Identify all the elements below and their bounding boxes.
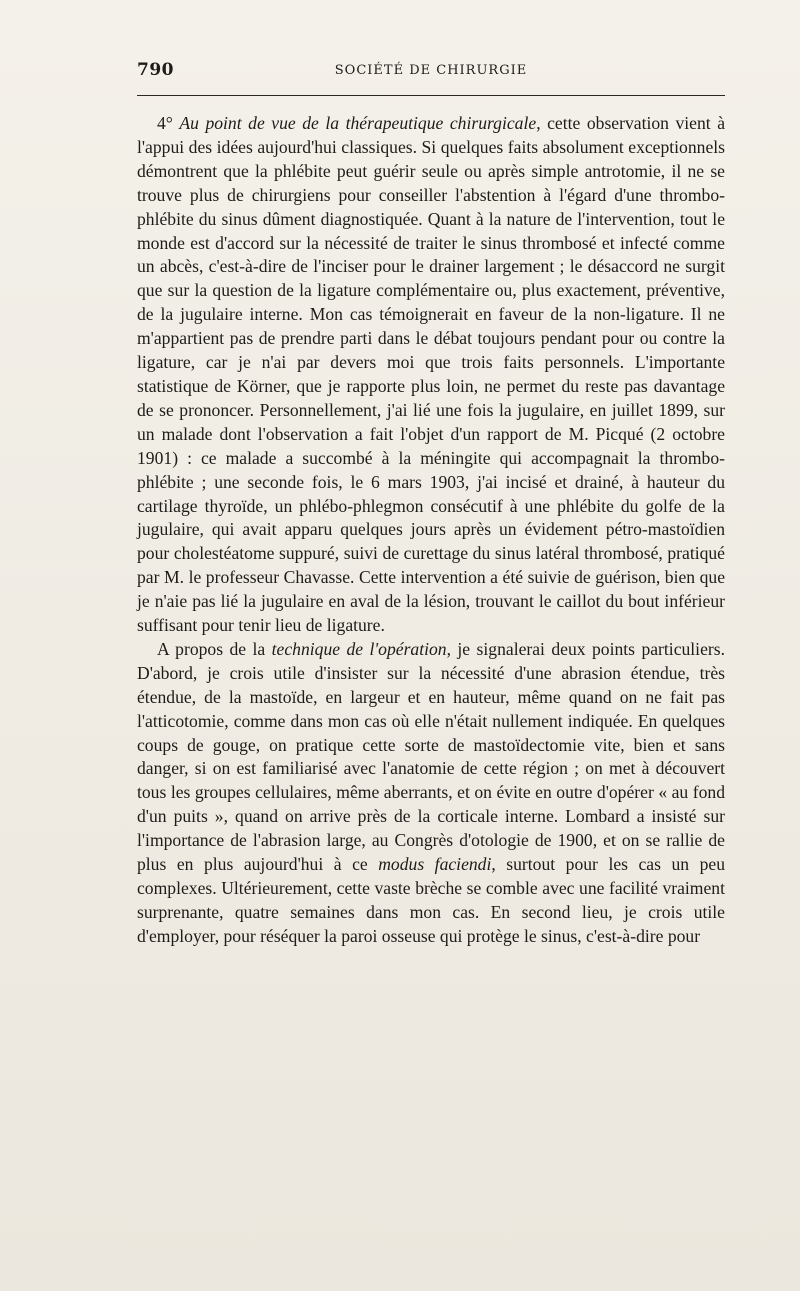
body-text (137, 112, 725, 949)
paragraph-2-italic-latin: modus faciendi (378, 854, 492, 875)
paragraph-1-lead: 4° (157, 113, 180, 133)
paragraph-therapeutique (137, 112, 725, 638)
paragraph-1-text: , cette observation vient à l'appui des idées aujourd'hui classiques. Si quelques faits absolument exceptionnels démontrent que la phlébite peut guérir seule ou après simple antrotomie, il ne se trouve plus de chirurgiens pour conseiller l'abstention à l'égard d'une thrombo-phlébite du sinus dûment diagnostiquée. Quant à la nature de l'intervention, tout le monde est d'accord sur la nécessité de traiter le sinus thrombosé et infecté comme un abcès, c'est-à-dire de l'inciser pour le drainer largement ; le désaccord ne surgit que sur la question de la ligature complémentaire ou, plus exactement, préventive, de la jugulaire interne. Mon cas témoignerait en faveur de la non-ligature. Il ne m'appartient pas de prendre parti dans le débat toujours pendant pour ou contre la ligature, car je n'ai par devers moi que trois faits personnels. L'importante statistique de Körner, que je rapporte plus loin, ne permet du reste pas davantage de se prononcer. Personnellement, j'ai lié une fois la jugulaire, en juillet 1899, sur un malade dont l'observation a fait l'objet d'un rapport de M. Picqué (2 octobre 1901) : ce malade a succombé à la méningite qui accompagnait la thrombo-phlébite ; une seconde fois, le 6 mars 1903, j'ai incisé et drainé, à hauteur du cartilage thyroïde, un phlébo-phlegmon consécutif à une phlébite du golfe de la jugulaire, qui avait apparu quelques jours après un évidement pétro-mastoïdien pour cholestéatome suppuré, suivi de curettage du sinus latéral thrombosé, pratiqué par M. le professeur Chavasse. Cette intervention a été suivie de guérison, bien que je n'aie pas lié la jugulaire en aval de la lésion, trouvant le caillot du bout inférieur suffisant pour tenir lieu de ligature. (137, 113, 725, 636)
paragraph-1-italic-phrase: Au point de vue de la thérapeutique chirurgicale (179, 113, 537, 133)
paragraph-2-text-a: , je signalerai deux points particuliers. D'abord, je crois utile d'insister sur la nécessité d'une abrasion étendue, très étendue, de la mastoïde, en largeur et en hauteur, même quand on ne fait pas l'atticotomie, comme dans mon cas où elle n'était nullement indiquée. En quelques coups de gouge, on pratique cette sorte de mastoïdectomie vite, bien et sans danger, si on est familiarisé avec l'anatomie de cette région ; on met à découvert tous les groupes cellulaires, même aberrants, et on évite en outre d'opérer « au fond d'un puits », quand on arrive près de la corticale interne. Lombard a insisté sur l'importance de l'abrasion large, au Congrès d'otologie de 1900, et on se rallie de plus en plus aujourd'hui à ce (137, 638, 725, 875)
paragraph-technique (137, 638, 725, 949)
page-number: 790 (137, 60, 174, 80)
running-header (137, 60, 725, 82)
paragraph-2-text-b: , surtout pour les cas un peu complexes. Ultérieurement, cette vaste brèche se comble avec une facilité vraiment surprenante, quatre semaines dans mon cas. En second lieu, je crois utile d'employer, pour réséquer la paroi osseuse qui protège le sinus, c'est-à-dire pour (137, 854, 726, 946)
running-title: SOCIÉTÉ DE CHIRURGIE (334, 63, 528, 78)
paragraph-2-italic-phrase: technique de l'opération (271, 638, 447, 659)
paragraph-2-lead: A propos de la (157, 638, 272, 659)
header-rule (137, 95, 725, 96)
